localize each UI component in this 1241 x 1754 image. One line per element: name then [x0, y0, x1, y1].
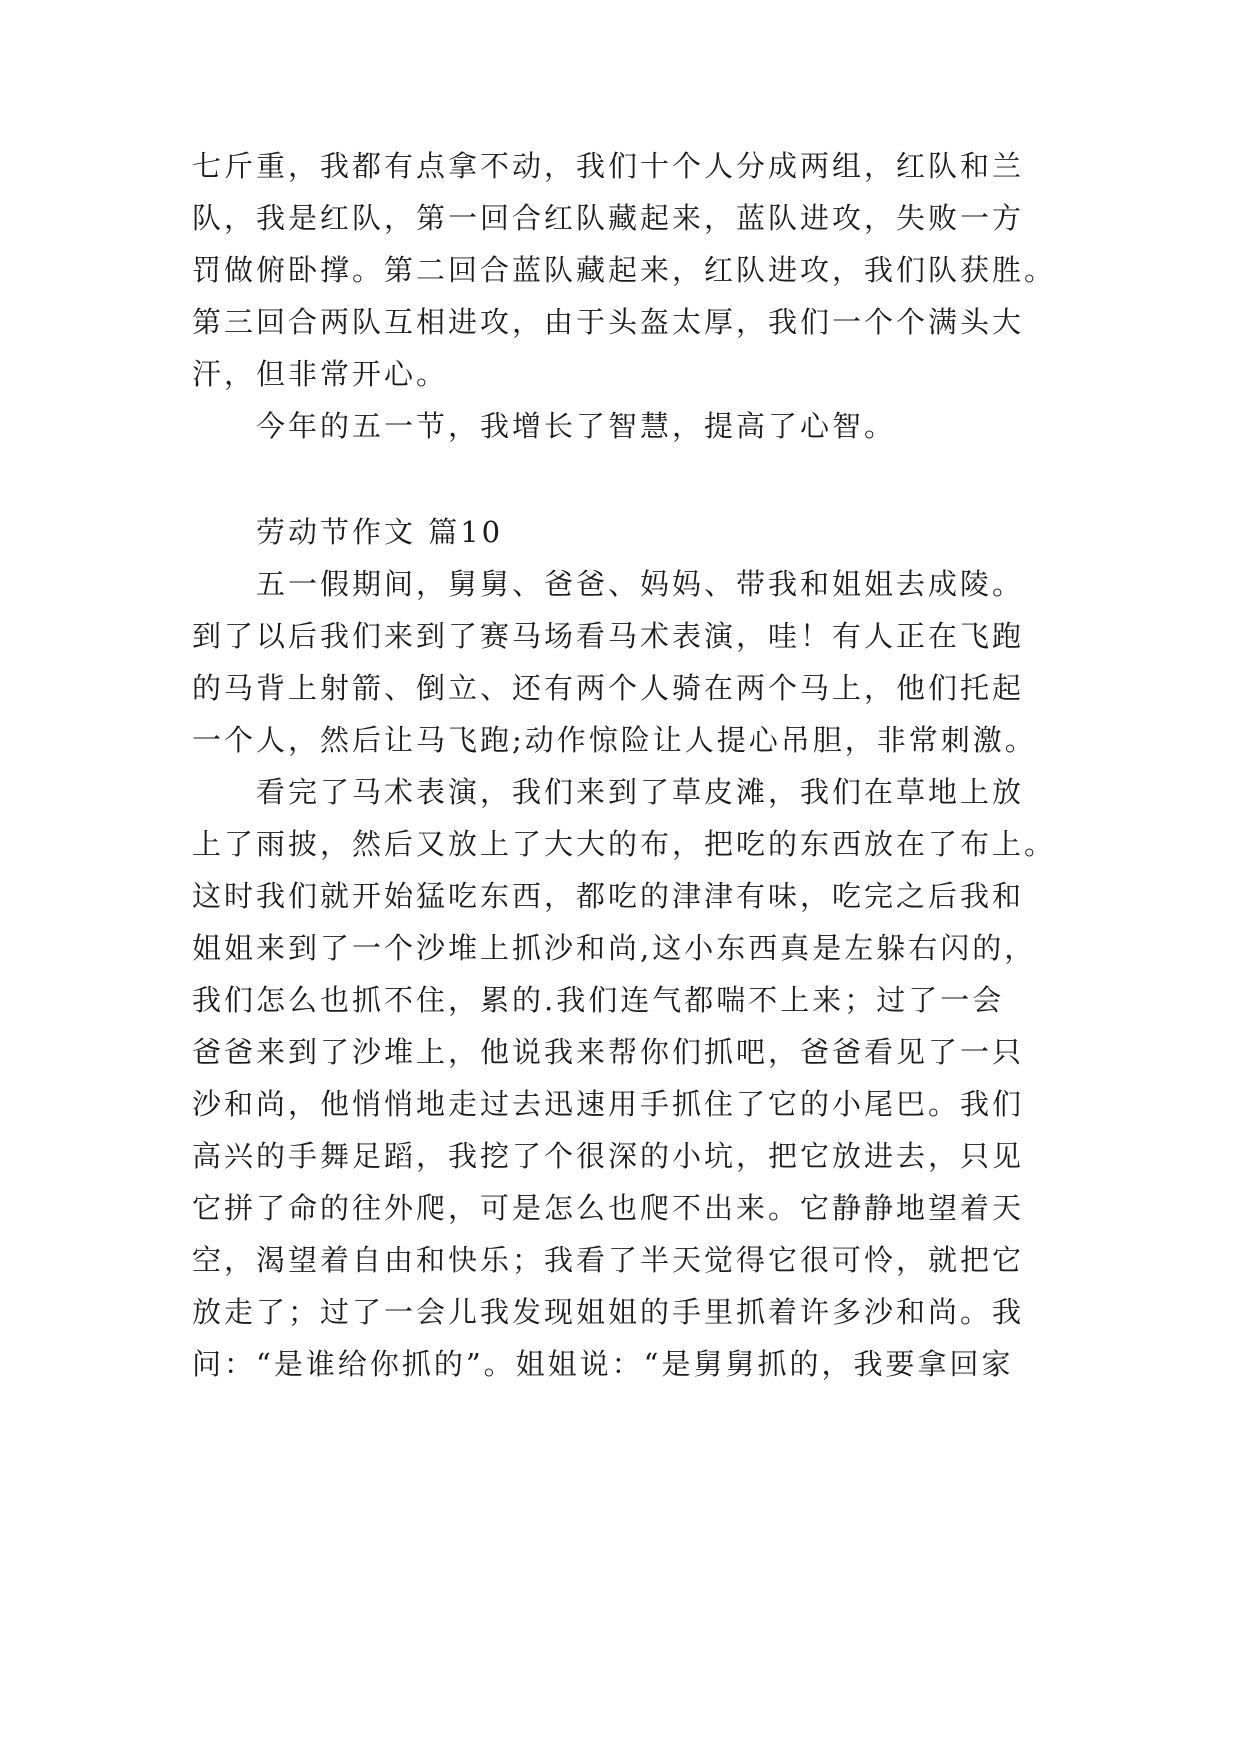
text-line: 姐姐来到了一个沙堆上抓沙和尚,这小东西真是左躲右闪的， — [192, 931, 1037, 965]
text-line: 这时我们就开始猛吃东西，都吃的津津有味，吃完之后我和 — [192, 879, 1025, 913]
text-line: 今年的五一节，我增长了智慧，提高了心智。 — [256, 409, 897, 443]
text-line: 第三回合两队互相进攻，由于头盔太厚，我们一个个满头大 — [192, 305, 1025, 339]
text-line: 看完了马术表演，我们来到了草皮滩，我们在草地上放 — [256, 775, 1025, 809]
text-line: 一个人，然后让马飞跑;动作惊险让人提心吊胆，非常刺激。 — [192, 723, 1037, 757]
text-line: 空，渴望着自由和快乐；我看了半天觉得它很可怜，就把它 — [192, 1243, 1025, 1277]
text-line: 到了以后我们来到了赛马场看马术表演，哇！有人正在飞跑 — [192, 619, 1025, 653]
text-line: 上了雨披，然后又放上了大大的布，把吃的东西放在了布上。 — [192, 827, 1057, 861]
text-line: 我们怎么也抓不住，累的.我们连气都喘不上来；过了一会 — [192, 983, 1005, 1017]
text-line: 七斤重，我都有点拿不动，我们十个人分成两组，红队和兰 — [192, 149, 1025, 183]
text-line: 的马背上射箭、倒立、还有两个人骑在两个马上，他们托起 — [192, 671, 1025, 705]
text-line: 放走了；过了一会儿我发现姐姐的手里抓着许多沙和尚。我 — [192, 1295, 1025, 1329]
text-line: 沙和尚，他悄悄地走过去迅速用手抓住了它的小尾巴。我们 — [192, 1087, 1025, 1121]
text-line: 汗，但非常开心。 — [192, 357, 449, 391]
text-line: 队，我是红队，第一回合红队藏起来，蓝队进攻，失败一方 — [192, 201, 1025, 235]
text-line: 问：“是谁给你抓的”。姐姐说：“是舅舅抓的，我要拿回家 — [192, 1347, 1014, 1381]
text-line: 它拼了命的往外爬，可是怎么也爬不出来。它静静地望着天 — [192, 1191, 1025, 1225]
section-heading: 劳动节作文 篇10 — [256, 515, 504, 549]
text-line: 五一假期间，舅舅、爸爸、妈妈、带我和姐姐去成陵。 — [256, 567, 1025, 601]
text-line: 爸爸来到了沙堆上，他说我来帮你们抓吧，爸爸看见了一只 — [192, 1035, 1025, 1069]
text-line: 高兴的手舞足蹈，我挖了个很深的小坑，把它放进去，只见 — [192, 1139, 1025, 1173]
text-line: 罚做俯卧撑。第二回合蓝队藏起来，红队进攻，我们队获胜。 — [192, 253, 1057, 287]
